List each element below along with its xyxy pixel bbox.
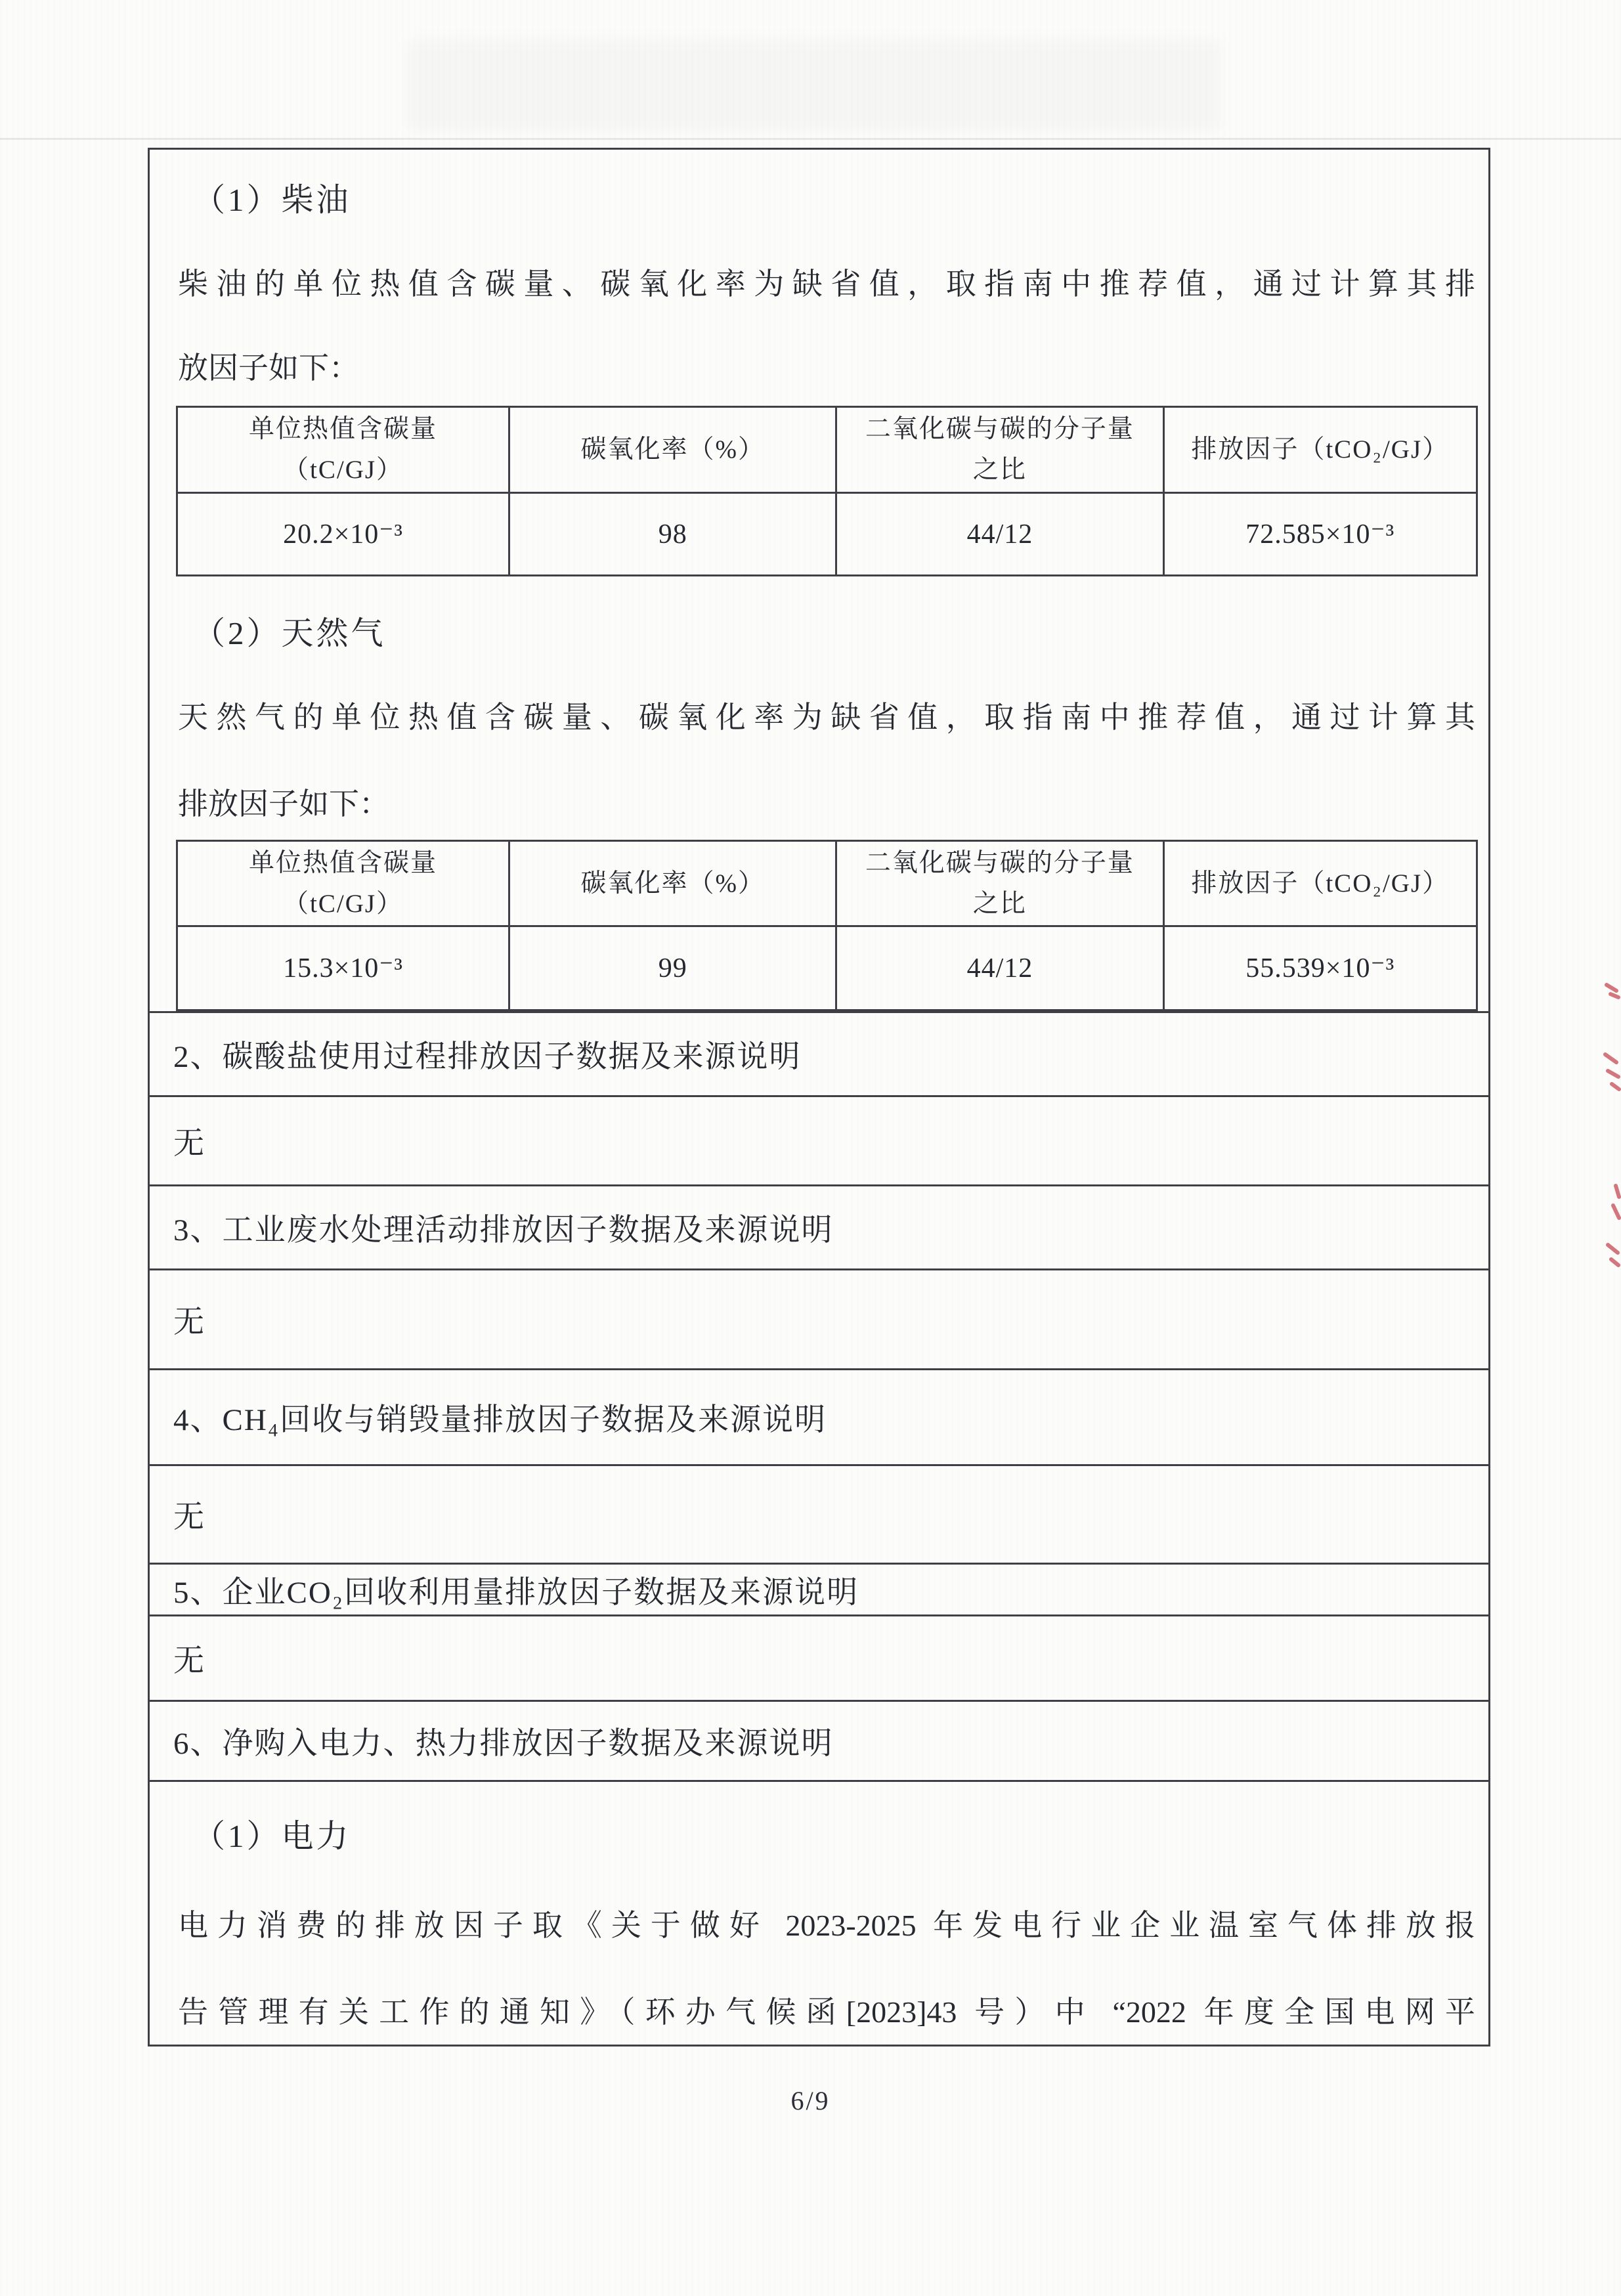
natural-gas-paragraph-line2: 排放因子如下： <box>178 787 389 821</box>
gas-heat-carbon-value: 15.3×10⁻³ <box>178 927 510 1009</box>
red-ink-marks <box>1600 977 1621 1272</box>
gas-molecular-ratio-value: 44/12 <box>837 927 1164 1009</box>
header-emission-factor <box>1165 408 1476 494</box>
row-item6-heading: 6、净购入电力、热力排放因子数据及来源说明 <box>150 1700 1488 1780</box>
header-line: 排放因子（tCO₂/GJ） <box>1191 869 1450 898</box>
header-line: 单位热值含碳量 <box>249 848 438 877</box>
section-electricity <box>150 1780 1488 2047</box>
natural-gas-heading: （2）天然气 <box>193 615 386 651</box>
header-oxidation-rate <box>510 842 837 927</box>
header-line: 之比 <box>972 456 1027 484</box>
header-heat-carbon-content <box>178 408 510 494</box>
row-item4-heading: 4、CH₄回收与销毁量排放因子数据及来源说明 <box>150 1368 1488 1464</box>
diesel-factor-table <box>176 406 1478 576</box>
gas-emission-factor-value: 55.539×10⁻³ <box>1245 953 1395 984</box>
header-line: （tC/GJ） <box>283 889 404 918</box>
row-item5-value: 无 <box>150 1614 1488 1700</box>
header-line: 碳氧化率（%） <box>580 435 765 464</box>
diesel-paragraph-line1: 柴油的单位热值含碳量、碳氧化率为缺省值，取指南中推荐值，通过计算其排 <box>178 267 1475 301</box>
header-molecular-ratio <box>837 408 1164 494</box>
header-heat-carbon-content <box>178 842 510 927</box>
header-molecular-ratio <box>837 842 1164 927</box>
page-bleed-through-ghost <box>407 39 1221 131</box>
row-item4-value: 无 <box>150 1464 1488 1563</box>
main-table <box>148 148 1490 2047</box>
row-item3-value: 无 <box>150 1268 1488 1368</box>
gas-oxidation-value: 99 <box>510 927 837 1009</box>
electricity-heading: （1）电力 <box>193 1818 351 1854</box>
header-line: 碳氧化率（%） <box>580 869 765 898</box>
header-line: 单位热值含碳量 <box>249 415 438 443</box>
header-oxidation-rate <box>510 408 837 494</box>
diesel-emission-factor-value: 72.585×10⁻³ <box>1245 519 1395 550</box>
row-item2-value: 无 <box>150 1095 1488 1184</box>
row-item2-heading: 2、碳酸盐使用过程排放因子数据及来源说明 <box>150 1011 1488 1095</box>
diesel-oxidation-value: 98 <box>510 494 837 574</box>
natural-gas-paragraph-line1: 天然气的单位热值含碳量、碳氧化率为缺省值，取指南中推荐值，通过计算其 <box>178 701 1475 734</box>
page-number: 6/9 <box>790 2086 831 2115</box>
electricity-paragraph-line1: 电力消费的排放因子取《关于做好 2023-2025 年发电行业企业温室气体排放报 <box>178 1909 1475 1942</box>
scan-artifact-line <box>0 138 1621 140</box>
row-item3-heading: 3、工业废水处理活动排放因子数据及来源说明 <box>150 1184 1488 1268</box>
diesel-heading: （1）柴油 <box>193 182 351 218</box>
diesel-molecular-ratio-value: 44/12 <box>837 494 1164 574</box>
header-line: 排放因子（tCO₂/GJ） <box>1191 435 1450 464</box>
diesel-heat-carbon-value: 20.2×10⁻³ <box>178 494 510 574</box>
natural-gas-factor-table <box>176 840 1478 1011</box>
row-item5-heading: 5、企业CO₂回收利用量排放因子数据及来源说明 <box>150 1563 1488 1614</box>
header-emission-factor <box>1165 842 1476 927</box>
electricity-paragraph-line2: 告管理有关工作的通知》（环办气候函[2023]43 号）中 “2022 年度全国电网平 <box>178 1995 1475 2029</box>
section-fuel-emission-factors <box>150 150 1488 1011</box>
diesel-paragraph-line2: 放因子如下： <box>178 351 359 385</box>
header-line: 二氧化碳与碳的分子量 <box>865 848 1135 877</box>
header-line: （tC/GJ） <box>283 456 404 484</box>
header-line: 二氧化碳与碳的分子量 <box>865 415 1135 443</box>
header-line: 之比 <box>972 889 1027 918</box>
